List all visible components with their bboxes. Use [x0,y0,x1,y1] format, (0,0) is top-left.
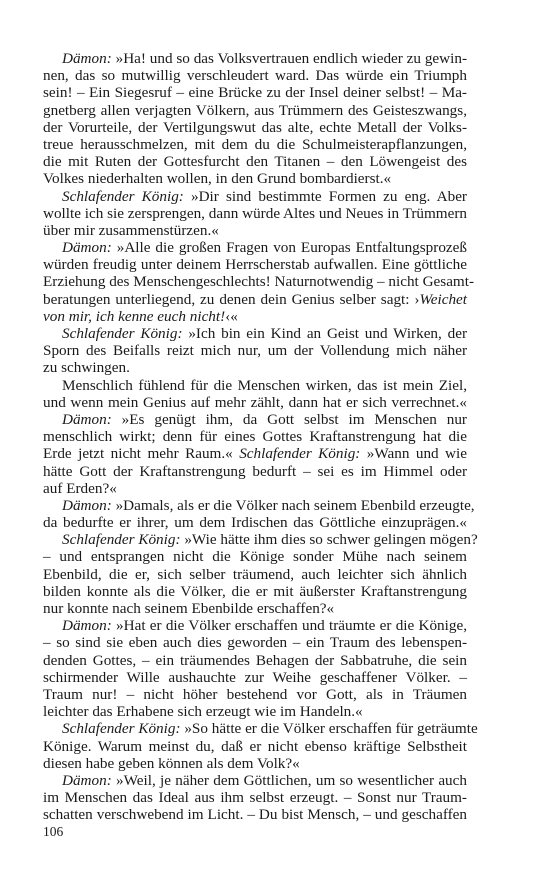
text-line [43,325,467,342]
text-segment: »Es genügt ihm, da Gott selbst im Menschen nur [111,410,467,428]
text-line [43,514,467,531]
text-line [43,703,467,720]
text-line [43,463,467,480]
text-line [43,342,467,359]
text-segment: treue herausschmelzen, mit dem du die Schulmeisterapflanzungen, [43,135,467,153]
text-line [43,136,467,153]
text-segment: beratungen unterliegend, zu denen dein Genius selber sagt: › [43,290,420,308]
text-segment: »Damals, als er die Völker nach seinem Ebenbild erzeugte, [111,496,475,514]
text-line [43,445,467,462]
text-line [43,102,467,119]
italic-text: Dämon: [62,410,112,428]
italic-text: von mir, ich kenne euch nicht! [43,307,226,325]
italic-text: Schlafender König: [239,445,361,463]
text-segment: Ebenbild, die er, sich selber träumend, auch leichter sich ähnlich [43,565,467,583]
text-line [43,428,467,445]
italic-text: Dämon: [62,50,112,67]
text-line [43,652,467,669]
body-text [43,50,478,824]
text-segment: über mir zusammenstürzen.« [43,221,219,239]
text-segment: Volkes niederhalten wollen, in den Grund bombardierst.« [43,170,392,188]
italic-text: Schlafender König: [62,531,181,549]
text-line [43,480,467,497]
text-line [43,119,467,136]
text-segment: diesen habe geben können als dem Volk?« [43,754,300,772]
text-segment: »Ich bin ein Kind an Geist und Wirken, der [182,325,468,342]
text-segment: auf Erden?« [43,479,117,497]
text-line [43,239,467,256]
page-number: 106 [43,824,64,839]
italic-text: Dämon: [62,617,112,635]
text-line [43,153,467,170]
text-segment: zu schwingen. [43,359,130,377]
text-segment: der Vorurteile, der Vertilgungswut das alte, echte Metall der Volks- [43,118,467,136]
text-segment: menschlich wirkt; denn für eines Gottes Kraftanstrengung hat die [43,428,467,446]
text-line [43,359,467,376]
text-segment: »Alle die großen Fragen von Europas Entfaltungsprozeß [111,239,467,257]
text-segment: Könige. Warum meinst du, daß er nicht ebenso kräftige Selbstheit [43,737,467,755]
text-line [43,738,467,755]
text-segment: nur konnte nach seinem Ebenbilde erschaffen?« [43,600,335,617]
text-line [43,84,467,101]
text-segment: ‹« [225,307,238,325]
text-segment: und wenn mein Genius auf mehr zählt, dann hat er sich verrechnet.« [43,393,467,411]
text-segment: Traum nur! – nicht höher bestehend vor Gott, als in Träumen [43,685,467,703]
text-segment: – und entsprangen nicht die Könige sonder Mühe nach seinem [43,548,467,566]
text-line [43,548,467,565]
text-line [43,686,467,703]
text-segment: denden Gottes, – ein träumendes Behagen der Sabbatruhe, die sein [43,651,467,669]
text-segment: »Weil, je näher dem Göttlichen, um so wesentlicher auch [111,771,467,789]
text-segment: Menschlich fühlend für die Menschen wirken, das ist mein Ziel, [62,376,467,394]
text-line [43,411,467,428]
text-segment: schirmender Wille aushauchte zur Weihe geschaffener Völker. – [43,668,467,686]
text-segment: schatten verschwebend im Licht. – Du bist Mensch, – und geschaffen [43,806,467,824]
text-segment: gnetberg allen verjagten Völkern, aus Trümmern des Geisteszwangs, [43,101,467,119]
text-line [43,188,467,205]
text-line [43,394,467,411]
text-segment: bilden konnte als die Völker, die er mit äußerster Kraftanstrengung [43,582,467,600]
text-segment: hätte Gott der Kraftanstrengung bedurft – sei es im Himmel oder [43,462,467,480]
text-segment: »Wie hätte ihm dies so schwer gelingen mögen? [180,531,478,549]
text-line [43,308,467,325]
italic-text: Dämon: [62,771,112,789]
text-line [43,496,475,514]
text-segment: »Ha! und so das Volksvertrauen endlich wieder zu gewin- [111,50,467,67]
text-line [43,256,467,273]
text-segment: im Menschen das Ideal aus ihm selbst erzeugt. – Sonst nur Traum- [43,789,467,807]
text-line [43,634,467,651]
text-line [43,50,467,67]
text-segment: Erziehung des Menschengeschlechts! Naturnotwendig – nicht Gesamt- [43,273,475,291]
text-segment: leichter das Erhabene sich erzeugt wie im Handeln.« [43,703,363,721]
text-segment: »So hätte er die Völker erschaffen für geträumte [180,720,478,738]
text-segment: sein! – Ein Siegesruf – eine Brücke zu der Insel deiner selbst! – Ma- [43,84,467,102]
text-line [43,205,467,222]
italic-text: Schlafender König: [62,325,183,342]
text-segment: – so sind sie eben auch dies geworden – ein Traum des lebenspen- [43,634,467,652]
text-line [43,67,467,84]
italic-text: Dämon: [62,239,112,257]
text-line [43,772,467,789]
text-segment: Erde jetzt nicht mehr Raum.« [43,445,240,463]
text-segment: würden freudig unter deinem Herrscherstab aufwallen. Eine göttliche [43,256,467,274]
text-segment: da bedurfte er ihrer, um dem Irdischen das Göttliche einzuprägen.« [43,514,467,532]
text-segment: die mit Ruten der Gottesfurcht den Titanen – den Löwengeist des [43,153,467,171]
italic-text: Schlafender König: [62,187,184,205]
text-line [43,222,467,239]
text-line [43,617,467,634]
text-line [43,566,467,583]
italic-text: Schlafender König: [62,720,181,738]
text-segment: »Wann und wie [360,445,467,463]
text-segment: »Dir sind bestimmte Formen zu eng. Aber [183,187,467,205]
text-line [43,806,467,823]
text-line [43,669,467,686]
text-line [43,170,467,187]
text-line [43,531,478,549]
text-segment: Sporn des Beifalls reizt mich nur, um der Vollendung mich näher [43,342,467,360]
text-line [43,377,467,394]
italic-text: Weichet [419,290,467,308]
text-line [43,789,467,806]
italic-text: Dämon: [62,496,112,514]
text-line [43,583,467,600]
text-line [43,755,467,772]
text-segment: nen, das so mutwillig verschleudert ward. Das würde ein Triumph [43,67,467,85]
text-line [43,291,467,308]
text-line [43,273,475,291]
text-segment: »Hat er die Völker erschaffen und träumte er die Könige, [111,617,467,635]
text-segment: wollte ich sie zersprengen, dann würde Altes und Neues in Trümmern [43,204,467,222]
text-line [43,600,467,617]
text-line [43,720,478,738]
